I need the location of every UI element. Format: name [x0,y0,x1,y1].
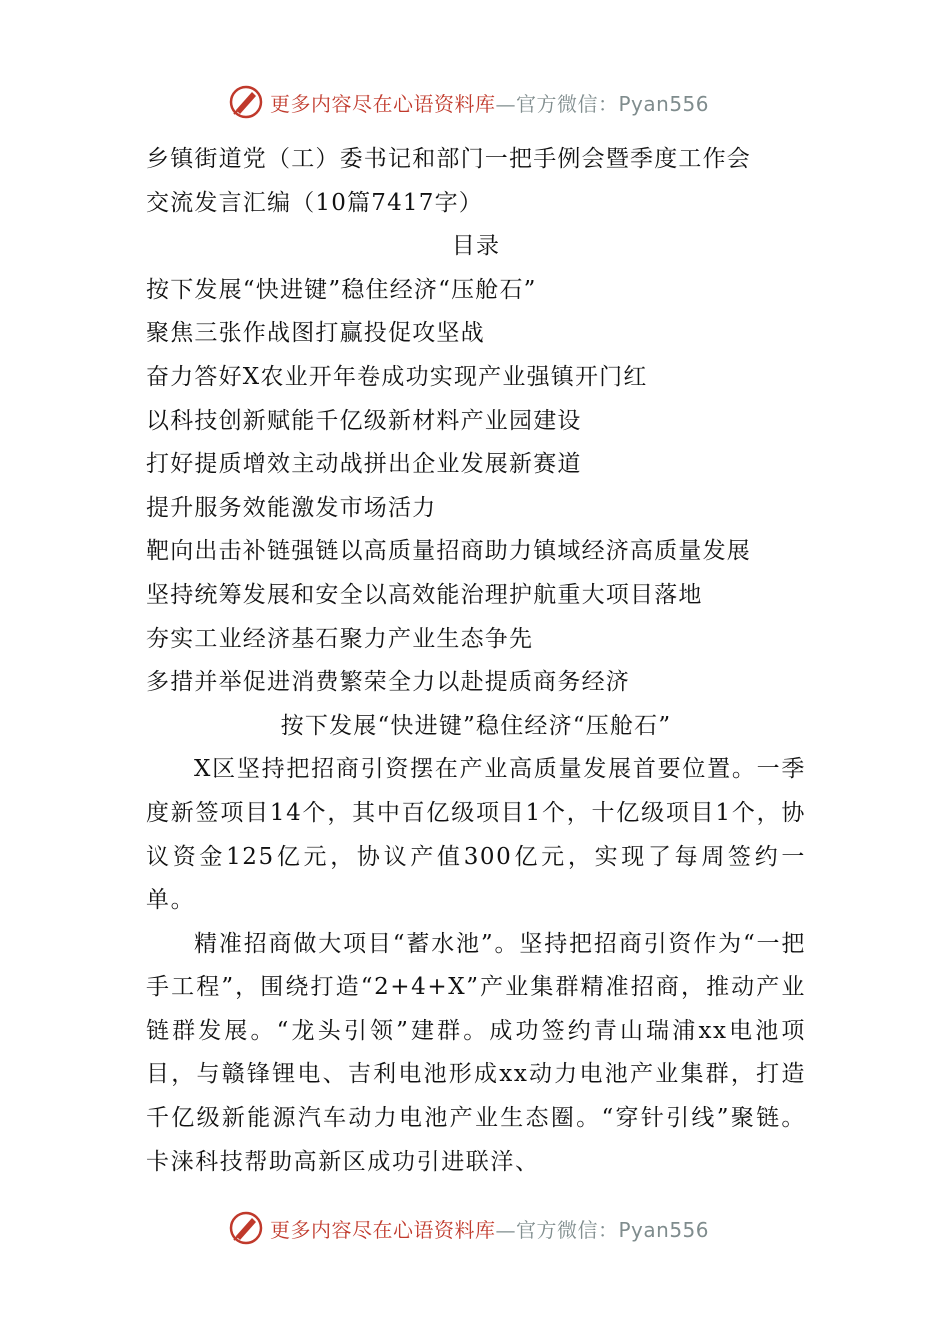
watermark-account: Pyan556 [618,91,710,116]
document-body [146,138,806,1184]
toc-item: 提升服务效能激发市场活力 [146,494,437,521]
toc-item: 多措并举促进消费繁荣全力以赴提质商务经济 [146,669,630,696]
toc-heading: 目录 [451,233,501,260]
watermark-main: 更多内容尽在心语资料库 [270,1217,496,1242]
doc-title-line2: 交流发言汇编（10篇7417字） [146,189,483,216]
watermark-text [270,88,709,117]
pen-logo-icon [228,1210,264,1246]
paragraph-1: X区坚持把招商引资摆在产业高质量发展首要位置。一季度新签项目14个，其中百亿级项目1个，十亿级项目1个，协议资金125亿元，协议产值300亿元，实现了每周签约一单。 [146,756,806,914]
watermark-banner-top [228,82,709,122]
toc-item: 聚焦三张作战图打赢投促攻坚战 [146,320,485,347]
toc-item: 按下发展“快进键”稳住经济“压舱石” [146,276,537,303]
watermark-account: Pyan556 [618,1217,710,1242]
toc-item: 以科技创新赋能千亿级新材料产业园建设 [146,407,582,434]
toc-item: 打好提质增效主动战拼出企业发展新赛道 [146,451,582,478]
paragraph-2: 精准招商做大项目“蓄水池”。坚持把招商引资作为“一把手工程”，围绕打造“2+4+X”产业集群精准招商，推动产业链群发展。“龙头引领”建群。成功签约青山瑞浦xx电池项目，与赣锋锂电、吉利电池形成xx动力电池产业集群，打造千亿级新能源汽车动力电池产业生态圈。“穿针引线”聚链。卡涞科技帮助高新区成功引进联洋、 [146,930,806,1175]
watermark-dash: — [495,91,516,116]
doc-title-line1: 乡镇街道党（工）委书记和部门一把手例会暨季度工作会 [146,146,751,172]
watermark-banner-bottom [228,1208,709,1248]
toc-item: 坚持统筹发展和安全以高效能治理护航重大项目落地 [146,581,703,608]
section-title: 按下发展“快进键”稳住经济“压舱石” [280,712,672,739]
toc-item: 夯实工业经济基石聚力产业生态争先 [146,625,534,652]
watermark-text [270,1214,709,1243]
watermark-main: 更多内容尽在心语资料库 [270,91,496,116]
toc-item: 靶向出击补链强链以高质量招商助力镇域经济高质量发展 [146,538,751,565]
watermark-wechat-label: 官方微信： [516,1217,619,1242]
watermark-dash: — [495,1217,516,1242]
pen-logo-icon [228,84,264,120]
watermark-wechat-label: 官方微信： [516,91,619,116]
toc-item: 奋力答好X农业开年卷成功实现产业强镇开门红 [146,363,648,390]
